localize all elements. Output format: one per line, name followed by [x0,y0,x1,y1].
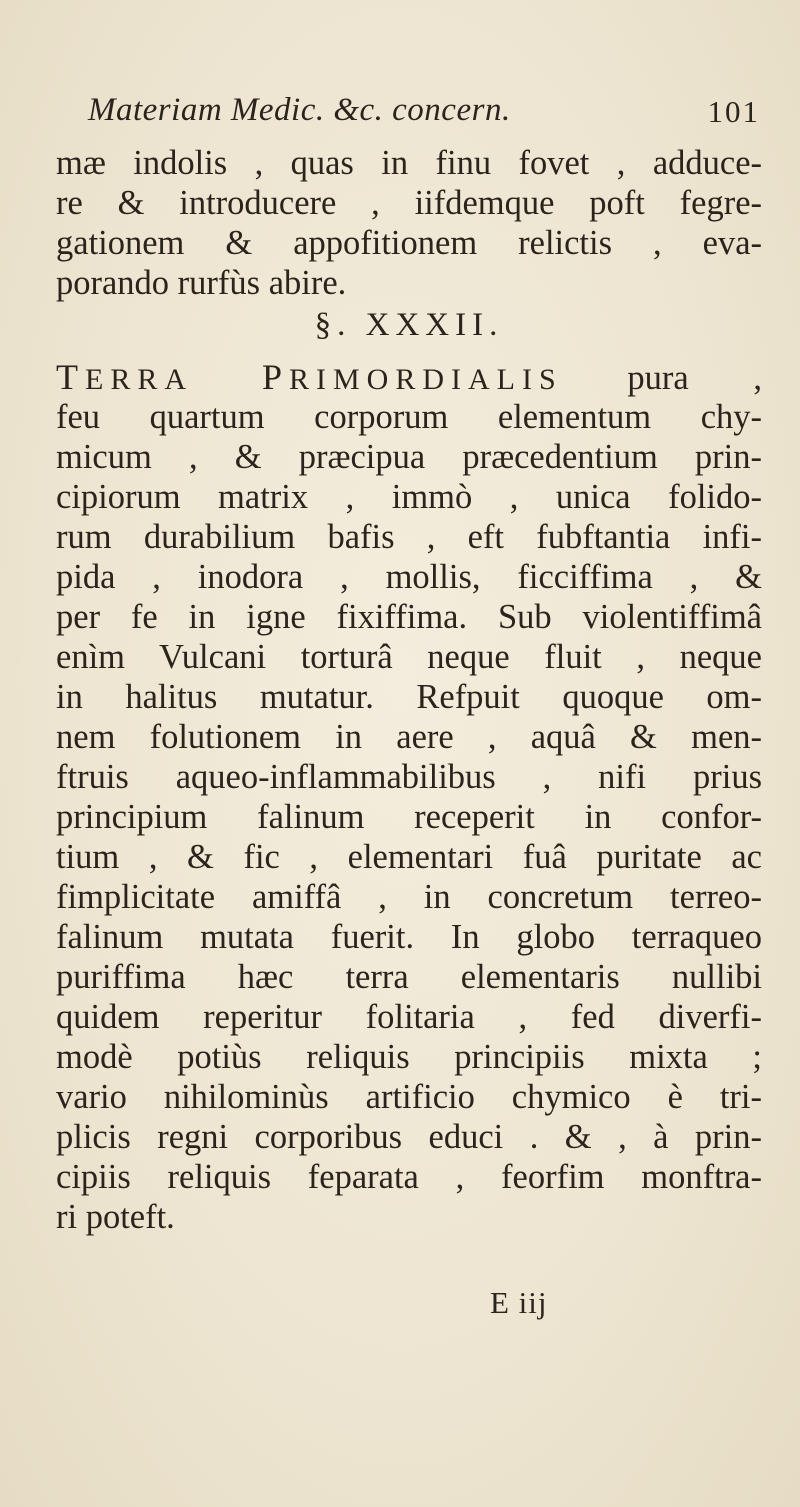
text-line: puriffima hæc terra elementaris nullibi [56,958,762,996]
text-line: plicis regni corporibus educi . & , à prin- [56,1118,762,1156]
lead-small-caps: TERRA PRIMORDIALIS [56,357,563,397]
text-line: cipiis reliquis feparata , feorfim monftra- [56,1158,762,1196]
text-line: in halitus mutatur. Refpuit quoque om- [56,678,762,716]
text-line: modè potiùs reliquis principiis mixta ; [56,1038,762,1076]
running-head [88,92,760,138]
lead-rest: pura , [627,359,763,397]
text-line: ri poteft. [56,1198,175,1236]
text-line-lead [56,357,762,397]
text-line: quidem reperitur folitaria , fed diverfi- [56,998,762,1036]
signature-mark: E iij [490,1285,548,1320]
text-line: mæ indolis , quas in finu fovet , adduce- [56,144,762,182]
text-line: feu quartum corporum elementum chy- [56,398,762,436]
text-line: re & introducere , iifdemque poft fegre- [56,184,762,222]
text-line: ftruis aqueo-inflammabilibus , nifi prius [56,758,762,796]
section-heading: §. XXXII. [314,307,504,343]
text-line: pida , inodora , mollis, ficciffima , & [56,558,762,596]
text-line: per fe in igne fixiffima. Sub violentiffimâ [56,598,762,636]
running-title: Materiam Medic. &c. concern. [88,92,511,128]
text-line: porando rurfùs abire. [56,264,347,302]
text-line: enìm Vulcani torturâ neque fluit , neque [56,638,762,676]
paragraph-terra-primordialis [56,357,762,1237]
page-number: 101 [707,94,760,129]
text-line: principium falinum receperit in confor- [56,798,762,836]
text-line: cipiorum matrix , immò , unica folido- [56,478,762,516]
text-line: micum , & præcipua præcedentium prin- [56,438,762,476]
text-line: vario nihilominùs artificio chymico è tri- [56,1078,762,1116]
paragraph-continued [56,143,762,303]
text-line: gationem & appofitionem relictis , eva- [56,224,762,262]
text-line: fimplicitate amiffâ , in concretum terreo- [56,878,762,916]
text-line: tium , & fic , elementari fuâ puritate ac [56,838,762,876]
text-line: rum durabilium bafis , eft fubftantia infi- [56,518,762,556]
text-line: falinum mutata fuerit. In globo terraqueo [56,918,762,956]
text-line: nem folutionem in aere , aquâ & men- [56,718,762,756]
